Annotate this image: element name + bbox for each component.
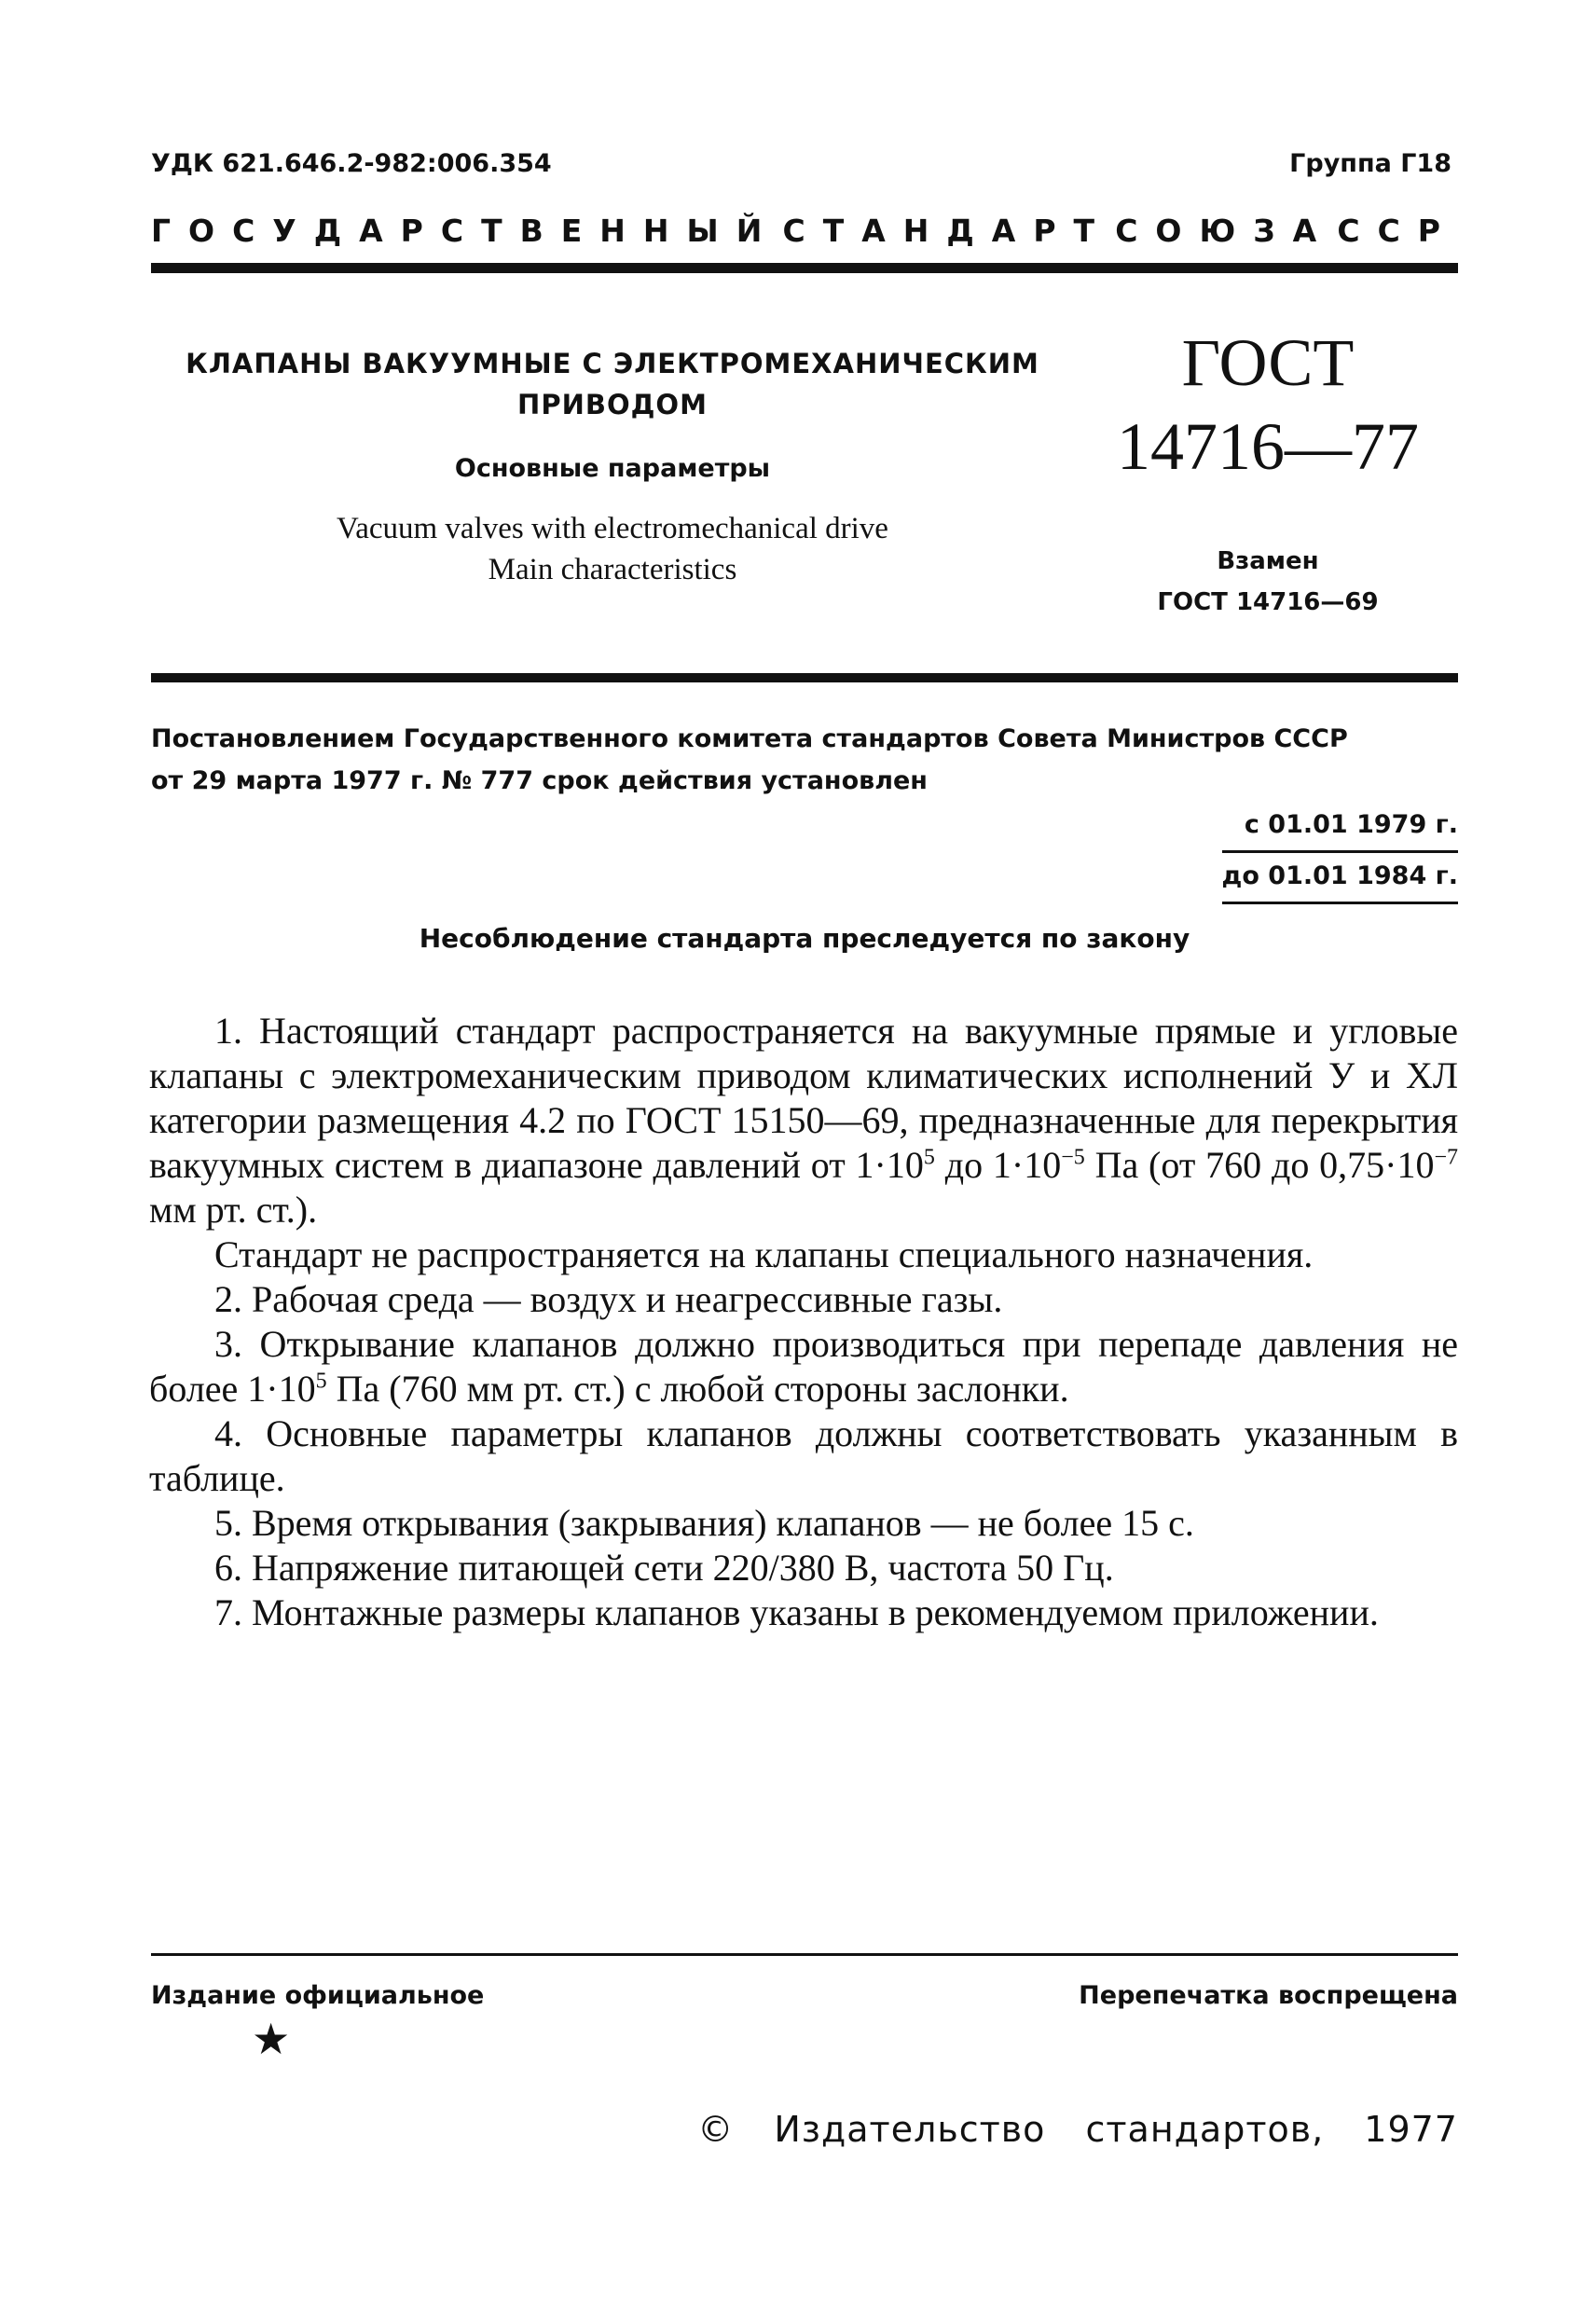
banner-word-1: ГОСУДАРСТВЕННЫЙ bbox=[151, 213, 780, 249]
legal-warning: Несоблюдение стандарта преследуется по закону bbox=[419, 923, 1190, 954]
star-icon: ★ bbox=[252, 2014, 291, 2064]
english-title-line-2: Main characteristics bbox=[488, 553, 737, 586]
edition-label: Издание официальное bbox=[151, 1981, 485, 2010]
paragraph-4 bbox=[149, 1322, 1458, 1411]
p4-start: 3. Открывание клапанов должно производиться при перепаде давления не более 1·10 bbox=[149, 1323, 1458, 1410]
valid-to: до 01.01 1984 г. bbox=[1222, 850, 1458, 904]
paragraph-5: 4. Основные параметры клапанов должны соответствовать указанным в таблице. bbox=[149, 1412, 1458, 1499]
decree-line-2: от 29 марта 1977 г. № 777 срок действия установлен bbox=[151, 766, 928, 795]
header-divider bbox=[151, 263, 1458, 273]
p1-end: мм рт. ст.). bbox=[149, 1189, 318, 1231]
decree-line-1: Постановлением Государственного комитета стандартов Совета Министров СССР bbox=[151, 724, 1348, 753]
p1-mid-2: Па (от 760 до 0,75·10 bbox=[1084, 1144, 1435, 1186]
udk-code: УДК 621.646.2-982:006.354 bbox=[151, 149, 552, 178]
banner-word-3: СОЮЗА bbox=[1115, 213, 1335, 249]
paragraph-1 bbox=[149, 1009, 1458, 1232]
paragraph-3: 2. Рабочая среда — воздух и неагрессивные газы. bbox=[214, 1278, 1003, 1320]
document-subtitle: Основные параметры bbox=[454, 454, 771, 483]
standard-body bbox=[149, 1009, 1458, 1635]
validity-dates bbox=[1222, 802, 1458, 904]
state-standard-banner bbox=[151, 213, 1458, 249]
replaces-standard: ГОСТ 14716—69 bbox=[1157, 588, 1379, 616]
title-line-1: КЛАПАНЫ ВАКУУМНЫЕ С ЭЛЕКТРОМЕХАНИЧЕСКИМ bbox=[186, 348, 1039, 379]
footer-divider bbox=[151, 1953, 1458, 1956]
group-code: Группа Г18 bbox=[1289, 149, 1452, 178]
document-title bbox=[151, 343, 1074, 425]
p1-exp-1: 5 bbox=[923, 1145, 935, 1170]
title-line-2: ПРИВОДОМ bbox=[517, 389, 708, 420]
reprint-notice: Перепечатка воспрещена bbox=[1079, 1981, 1458, 2010]
title-divider bbox=[151, 673, 1458, 682]
paragraph-8: 7. Монтажные размеры клапанов указаны в рекомендуемом приложении. bbox=[214, 1591, 1379, 1633]
p1-mid-1: до 1·10 bbox=[934, 1144, 1062, 1186]
english-title-line-1: Vacuum valves with electromechanical drive bbox=[337, 512, 888, 545]
english-title bbox=[151, 508, 1074, 590]
p1-exp-2: −5 bbox=[1061, 1145, 1085, 1170]
p4-exp: 5 bbox=[315, 1369, 327, 1394]
gost-number: 14716—77 bbox=[1117, 409, 1419, 484]
p4-end: Па (760 мм рт. ст.) с любой стороны заслонки. bbox=[326, 1368, 1069, 1410]
paragraph-2: Стандарт не распространяется на клапаны специального назначения. bbox=[214, 1233, 1314, 1275]
p1-start: 1. Настоящий стандарт распространяется на вакуумные прямые и угловые клапаны с электромеханическим приводом климатических исполнений У и ХЛ категории размещения 4.2 по ГОСТ 15150—69, предназначенные для перекрытия вакуумных систем в диапазоне давлений от 1·10 bbox=[149, 1010, 1458, 1186]
gost-label: ГОСТ bbox=[1181, 325, 1355, 400]
replaces-label: Взамен bbox=[1217, 547, 1319, 575]
valid-from: с 01.01 1979 г. bbox=[1244, 810, 1458, 839]
paragraph-7: 6. Напряжение питающей сети 220/380 В, частота 50 Гц. bbox=[214, 1547, 1114, 1589]
paragraph-6: 5. Время открывания (закрывания) клапанов — не более 15 с. bbox=[214, 1502, 1194, 1544]
banner-word-2: СТАНДАРТ bbox=[782, 213, 1113, 249]
publisher-copyright: © Издательство стандартов, 1977 bbox=[697, 2109, 1458, 2150]
p1-exp-3: −7 bbox=[1434, 1145, 1459, 1170]
replaces-block bbox=[1072, 541, 1464, 623]
decree-text bbox=[151, 718, 1458, 802]
banner-word-4: ССР bbox=[1337, 213, 1458, 249]
